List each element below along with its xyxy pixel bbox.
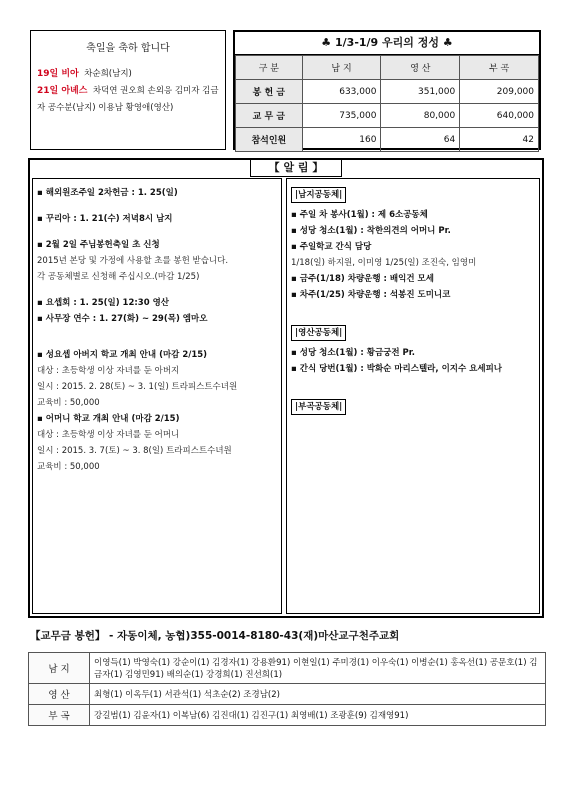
donor-row [29,653,546,684]
offering-cell: 42 [460,128,539,152]
offering-cell: 351,000 [381,80,460,104]
donor-community: 영 산 [29,684,90,705]
donor-table [28,652,546,726]
offering-cell: 160 [302,128,381,152]
notice-subtext: 대상 : 초등학생 이상 자녀를 둔 어머니 [37,430,180,440]
donor-names: 이영득(1) 박영숙(1) 강순이(1) 김경자(1) 강용환91) 이현일(1) 주미경(1) 이우숙(1) 이병순(1) 홍옥선(1) 공문호(1) 김금자(1) 김영민91) 배의순(1) 강경희(1) 진선희(1) [90,653,546,684]
offering-table [235,55,539,152]
offering-cell: 640,000 [460,104,539,128]
feast-day-line [37,66,219,83]
notice-subtext: 교육비 : 50,000 [37,462,100,472]
offering-row-label: 교 무 금 [236,104,303,128]
offering-row [236,128,539,152]
notice-frame [28,158,544,618]
feast-day-names: 차순희(남지) [84,69,132,79]
offering-row-label: 봉 헌 금 [236,80,303,104]
notice-item: ▪ 성당 청소(1월) : 착한의견의 어머니 Pr. [291,223,535,239]
offering-header: 부 곡 [460,56,539,80]
feast-day-names: 차덕연 권오희 손외응 김미자 김금자 공수분(남지) 이용남 황영애(영산) [37,86,219,113]
notice-left-column [32,178,282,614]
tithe-bank-info: 【교무금 봉헌】 - 자동이체, 농협)355-0014-8180-43(재)마산교구천주교회 [30,630,400,642]
notice-right-column [286,178,540,614]
community-heading: |영산공동체| [291,325,346,341]
notice-subtext: 교육비 : 50,000 [37,398,100,408]
notice-item: ▪ 2월 2일 주님봉헌축일 초 신청 [37,237,277,253]
donor-row [29,705,546,726]
donor-community: 남 지 [29,653,90,684]
notice-subtext: 각 공동체별로 신청해 주십시오.(마감 1/25) [37,272,200,282]
offering-header: 구 분 [236,56,303,80]
offering-row-label: 참석인원 [236,128,303,152]
offering-header: 남 지 [302,56,381,80]
notice-item: ▪ 간식 당번(1월) : 박화순 마리스텔라, 이지수 요세피나 [291,361,535,377]
donor-community: 부 곡 [29,705,90,726]
feast-day-title: 축일을 축하 합니다 [86,43,170,54]
notice-item: ▪ 주일학교 간식 담당 [291,239,535,255]
notice-subtext: 일시 : 2015. 2. 28(토) ~ 3. 1(일) 트라피스트수녀원 [37,382,238,392]
notice-item: ▪ 주일 차 봉사(1월) : 제 6소공동체 [291,207,535,223]
notice-subtext: 2015년 본당 및 가정에 사용할 초를 봉헌 받습니다. [37,256,229,266]
donor-names: 강길범(1) 김윤자(1) 이복남(6) 김진대(1) 김진구(1) 최영배(1) 조광훈(9) 김재영91) [90,705,546,726]
notice-item: ▪ 성당 청소(1월) : 황금궁전 Pr. [291,345,535,361]
notice-item: ▪ 어머니 학교 개최 안내 (마감 2/15) [37,411,277,427]
notice-title: 【 알 림 】 [250,159,342,177]
notice-subtext: 일시 : 2015. 3. 7(토) ~ 3. 8(일) 트라피스트수녀원 [37,446,232,456]
donor-row [29,684,546,705]
notice-subtext: 1/18(일) 하지원, 이미영 1/25(일) 조진숙, 임영미 [291,258,477,268]
notice-item: ▪ 금주(1/18) 차량운행 : 배익건 모세 [291,271,535,287]
offering-cell: 209,000 [460,80,539,104]
offering-header-row [236,56,539,80]
offering-cell: 64 [381,128,460,152]
feast-day-box [30,30,226,150]
offering-row [236,104,539,128]
notice-item: ▪ 해외원조주일 2차헌금 : 1. 25(일) [37,185,277,201]
offering-title: ♣ 1/3-1/9 우리의 정성 ♣ [235,32,539,55]
offering-row [236,80,539,104]
offering-cell: 735,000 [302,104,381,128]
notice-item: ▪ 꾸리아 : 1. 21(수) 저녁8시 남지 [37,211,277,227]
offering-header: 영 산 [381,56,460,80]
donor-names: 최형(1) 이옥두(1) 서관석(1) 석초순(2) 조경남(2) [90,684,546,705]
offering-cell: 633,000 [302,80,381,104]
community-heading: |남지공동체| [291,187,346,203]
notice-item: ▪ 차주(1/25) 차량운행 : 석봉진 도미니코 [291,287,535,303]
feast-day-line [37,83,219,117]
notice-item: ▪ 사무장 연수 : 1. 27(화) ~ 29(목) 엠마오 [37,311,277,327]
notice-subtext: 대상 : 초등학생 이상 자녀를 둔 아버지 [37,366,180,376]
feast-day-date: 19일 비아 [37,69,79,79]
offering-box [233,30,541,150]
offering-cell: 80,000 [381,104,460,128]
feast-day-date: 21일 아녜스 [37,86,88,96]
notice-item: ▪ 성요셉 아버지 학교 개최 안내 (마감 2/15) [37,347,277,363]
community-heading: |부곡공동체| [291,399,346,415]
notice-item: ▪ 요셉회 : 1. 25(일) 12:30 영산 [37,295,277,311]
